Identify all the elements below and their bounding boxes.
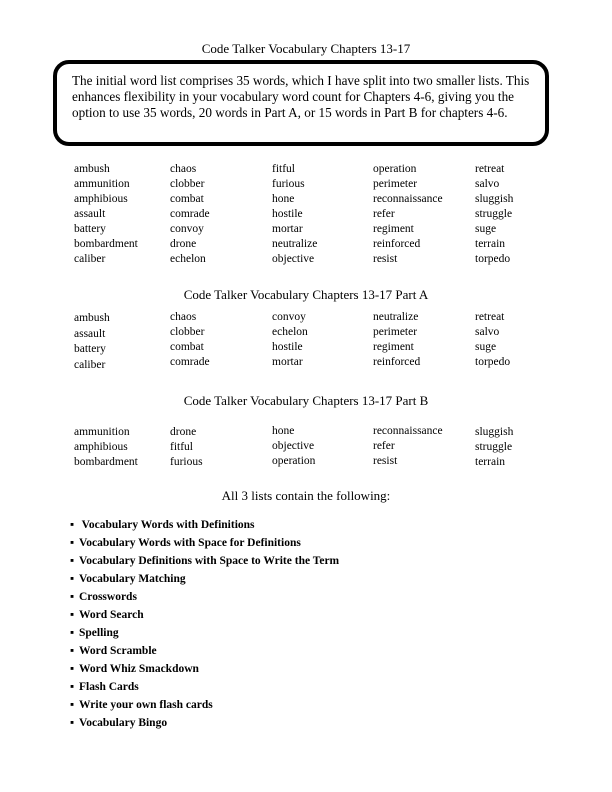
bullet-icon: ▪: [70, 609, 75, 621]
feature-label: Word Search: [79, 609, 144, 621]
word-column: [475, 310, 510, 370]
word-column: [272, 310, 308, 370]
list-item: [70, 570, 339, 588]
word-column: [170, 162, 210, 267]
word: operation: [272, 455, 316, 467]
feature-label: Vocabulary Definitions with Space to Write the Term: [79, 555, 340, 567]
bullet-icon: ▪: [70, 555, 75, 567]
word: reconnaissance: [373, 193, 443, 205]
feature-label: Vocabulary Words with Definitions: [79, 519, 255, 531]
bullet-icon: ▪: [70, 519, 75, 531]
word: torpedo: [475, 356, 511, 368]
word-column: [373, 162, 443, 267]
part-a-title: Code Talker Vocabulary Chapters 13-17 Part A: [183, 287, 429, 302]
word: battery: [74, 343, 106, 355]
word: objective: [272, 253, 315, 265]
word: ambush: [74, 163, 110, 175]
feature-label: Word Whiz Smackdown: [79, 663, 199, 675]
bullet-icon: ▪: [70, 537, 75, 549]
word: resist: [373, 253, 398, 265]
word-column: [170, 310, 210, 370]
word: assault: [74, 208, 106, 220]
word: echelon: [272, 326, 308, 338]
feature-label: Write your own flash cards: [79, 699, 213, 711]
bullet-icon: ▪: [70, 627, 75, 639]
word: suge: [475, 341, 497, 353]
word: neutralize: [272, 238, 318, 250]
word-column: [475, 425, 513, 470]
word: ammunition: [74, 178, 130, 190]
word: chaos: [170, 163, 197, 175]
word: regiment: [373, 223, 414, 235]
word: torpedo: [475, 253, 511, 265]
word: assault: [74, 327, 106, 340]
feature-label: Vocabulary Words with Space for Definitions: [79, 537, 301, 549]
word-column: [74, 311, 110, 373]
list-item: [70, 516, 339, 534]
word: hostile: [272, 208, 303, 220]
word-column: [272, 424, 315, 469]
feature-label: Crosswords: [79, 591, 137, 603]
word-column: [170, 425, 203, 470]
word: convoy: [170, 223, 204, 235]
word: reconnaissance: [373, 425, 443, 437]
word: objective: [272, 440, 315, 452]
word-column: [74, 425, 138, 470]
list-item: [70, 552, 339, 570]
word-column: [272, 162, 317, 267]
word: chaos: [170, 311, 197, 323]
list-item: [70, 696, 339, 714]
list-item: [70, 588, 339, 606]
word: retreat: [475, 163, 505, 175]
word: refer: [373, 208, 395, 220]
word: convoy: [272, 311, 306, 323]
word: fitful: [272, 163, 295, 175]
word: drone: [170, 426, 197, 438]
word: reinforced: [373, 238, 421, 250]
word: echelon: [170, 253, 206, 265]
bullet-icon: ▪: [70, 645, 75, 657]
word: struggle: [475, 208, 513, 220]
word: combat: [170, 341, 204, 353]
word: refer: [373, 440, 395, 452]
word: clobber: [170, 326, 205, 338]
word-column: [373, 424, 443, 469]
bullet-icon: ▪: [70, 699, 75, 711]
word: ambush: [74, 312, 110, 324]
list-item: [70, 606, 339, 624]
word: combat: [170, 193, 204, 205]
bullet-icon: ▪: [70, 591, 75, 603]
bullet-icon: ▪: [70, 663, 75, 675]
features-list: [70, 516, 339, 732]
word: ammunition: [74, 426, 130, 438]
word: comrade: [170, 208, 210, 220]
list-item: [70, 678, 339, 696]
word-column: [74, 162, 138, 267]
bullet-icon: ▪: [70, 573, 75, 585]
bullet-icon: ▪: [70, 717, 75, 729]
part-b-title: Code Talker Vocabulary Chapters 13-17 Part B: [183, 393, 429, 408]
word: neutralize: [373, 311, 419, 323]
word: sluggish: [475, 193, 514, 205]
list-item: [70, 642, 339, 660]
word: drone: [170, 238, 197, 250]
word: perimeter: [373, 326, 418, 338]
word: terrain: [475, 456, 506, 468]
list-item: [70, 534, 339, 552]
word: sluggish: [475, 426, 514, 438]
word: caliber: [74, 358, 106, 371]
word: hone: [272, 425, 295, 437]
word: furious: [170, 456, 203, 468]
list-item: [70, 624, 339, 642]
feature-label: Vocabulary Bingo: [79, 717, 168, 729]
word: caliber: [74, 253, 106, 265]
word: comrade: [170, 356, 210, 368]
word: bombardment: [74, 456, 138, 468]
word: operation: [373, 163, 417, 175]
features-title: All 3 lists contain the following:: [221, 488, 391, 503]
word: mortar: [272, 356, 303, 368]
intro-text: The initial word list comprises 35 words, which I have split into two smaller lists. This enhances flexibility in your vocabulary word count for Chapters 4-6, giving you the option to use 35 words, 20 words in Part A, or 15 words in Part B for chapters 4-6.: [72, 73, 530, 120]
word: resist: [373, 455, 398, 467]
word: mortar: [272, 223, 303, 235]
word: salvo: [475, 178, 500, 190]
feature-label: Flash Cards: [79, 681, 139, 693]
word: salvo: [475, 326, 500, 338]
word: suge: [475, 223, 497, 235]
intro-box: [53, 60, 549, 146]
page-title: Code Talker Vocabulary Chapters 13-17: [201, 41, 411, 56]
word-column: [373, 310, 420, 370]
word: amphibious: [74, 193, 128, 205]
word: furious: [272, 178, 305, 190]
word: fitful: [170, 441, 193, 453]
word: bombardment: [74, 238, 138, 250]
word: terrain: [475, 238, 506, 250]
feature-label: Spelling: [79, 627, 119, 639]
word: clobber: [170, 178, 205, 190]
word: battery: [74, 223, 106, 235]
word-column: [475, 162, 513, 267]
word: hone: [272, 193, 295, 205]
word: retreat: [475, 311, 505, 323]
feature-label: Word Scramble: [79, 645, 157, 657]
word: reinforced: [373, 356, 421, 368]
word: perimeter: [373, 178, 418, 190]
feature-label: Vocabulary Matching: [79, 573, 186, 585]
word: hostile: [272, 341, 303, 353]
word: struggle: [475, 441, 513, 453]
word: regiment: [373, 341, 414, 353]
word: amphibious: [74, 441, 128, 453]
bullet-icon: ▪: [70, 681, 75, 693]
list-item: [70, 660, 339, 678]
list-item: [70, 714, 339, 732]
